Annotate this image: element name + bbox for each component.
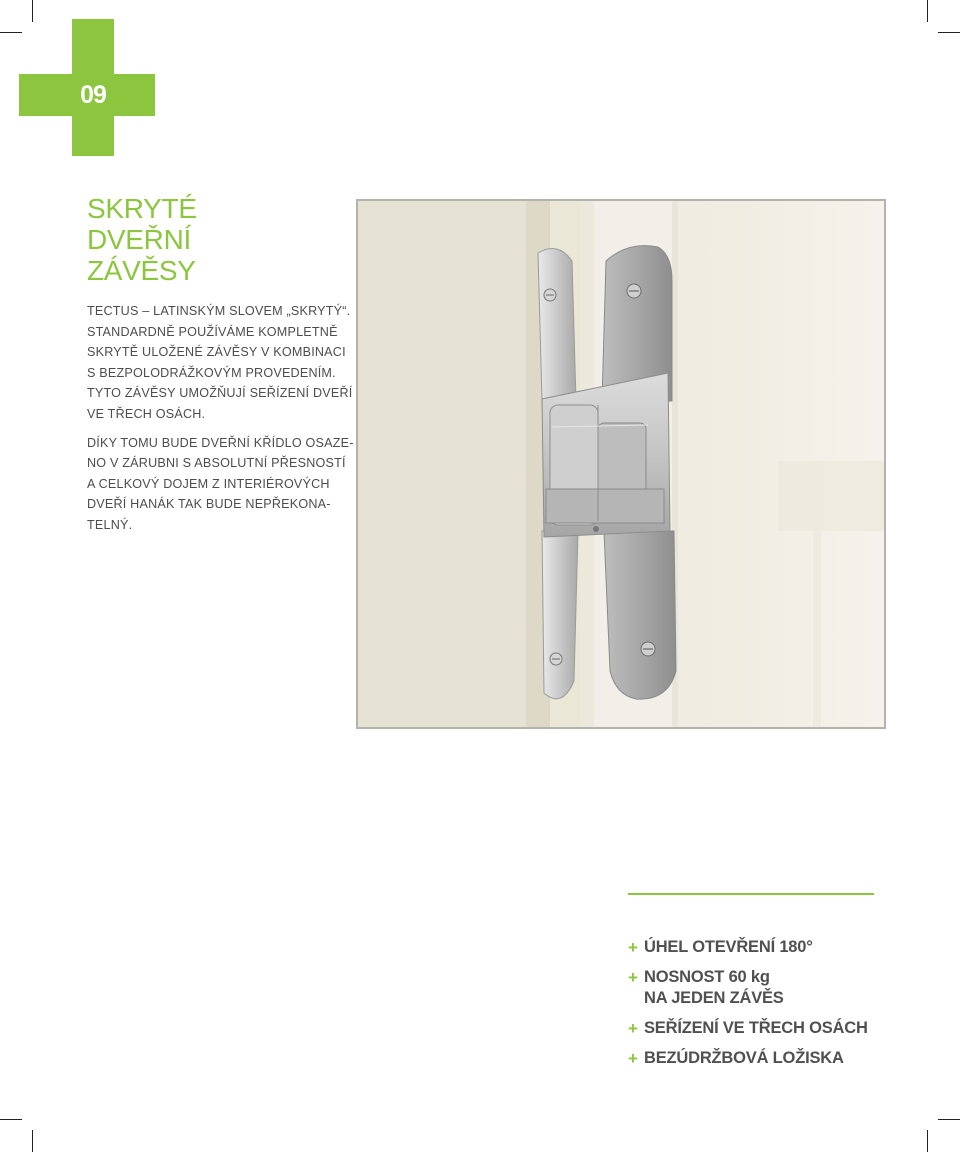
text-line: TELNÝ.: [87, 517, 133, 532]
page-number: 09: [80, 80, 106, 109]
crop-mark-top-left-v: [32, 0, 33, 22]
text-line: TECTUS – LATINSKÝM SLOVEM „SKRYTÝ“.: [87, 304, 351, 318]
text-line: SKRYTĚ ULOŽENÉ ZÁVĚSY V KOMBINACI: [87, 345, 346, 360]
text-line: STANDARDNĚ POUŽÍVÁME KOMPLETNĚ: [87, 324, 338, 339]
heading-line: SKRYTÉ: [87, 193, 197, 224]
feature-line: SEŘÍZENÍ VE TŘECH OSÁCH: [644, 1019, 868, 1037]
text-line: S BEZPOLODRÁŽKOVÝM PROVEDENÍM.: [87, 365, 336, 380]
plus-icon: +: [628, 968, 638, 987]
text-line: TYTO ZÁVĚSY UMOŽŇUJÍ SEŘÍZENÍ DVEŘÍ: [87, 386, 353, 401]
feature-item: [628, 1018, 948, 1039]
feature-text: [644, 967, 784, 1009]
heading-line: ZÁVĚSY: [87, 255, 196, 286]
hinge-illustration: [358, 201, 884, 727]
feature-line: NOSNOST 60 kg: [644, 968, 770, 986]
heading-line: DVEŘNÍ: [87, 224, 191, 255]
feature-text: [644, 937, 813, 958]
paragraph-2: [87, 433, 357, 536]
text-line: NO V ZÁRUBNI S ABSOLUTNÍ PŘESNOSTÍ: [87, 456, 346, 471]
paragraph-1: [87, 301, 357, 425]
feature-line: ÚHEL OTEVŘENÍ 180°: [644, 938, 813, 956]
feature-item: [628, 967, 948, 1009]
feature-item: [628, 937, 948, 958]
text-line: VE TŘECH OSÁCH.: [87, 406, 206, 421]
plus-icon: +: [628, 938, 638, 957]
crop-mark-bottom-right-v: [927, 1130, 928, 1152]
feature-item: [628, 1048, 948, 1069]
body-text: [87, 301, 357, 536]
text-line: DÍKY TOMU BUDE DVEŘNÍ KŘÍDLO OSAZE-: [87, 435, 354, 450]
feature-divider: [628, 893, 874, 895]
crop-mark-top-right-v: [927, 0, 928, 22]
plus-icon: +: [628, 1049, 638, 1068]
section-heading: [87, 193, 307, 286]
feature-list: [628, 937, 948, 1078]
plus-icon: +: [628, 1019, 638, 1038]
hinge-photo: [356, 199, 886, 729]
crop-mark-bottom-left-v: [32, 1130, 33, 1152]
feature-line: NA JEDEN ZÁVĚS: [644, 989, 784, 1007]
crop-mark-top-left-h: [0, 32, 22, 33]
crop-mark-top-right-h: [938, 32, 960, 33]
crop-mark-bottom-left-h: [0, 1119, 22, 1120]
feature-text: [644, 1048, 844, 1069]
text-line: A CELKOVÝ DOJEM Z INTERIÉROVÝCH: [87, 476, 330, 491]
crop-mark-bottom-right-h: [938, 1119, 960, 1120]
feature-text: [644, 1018, 868, 1039]
feature-line: BEZÚDRŽBOVÁ LOŽISKA: [644, 1049, 844, 1067]
text-line: DVEŘÍ HANÁK TAK BUDE NEPŘEKONA-: [87, 497, 331, 512]
